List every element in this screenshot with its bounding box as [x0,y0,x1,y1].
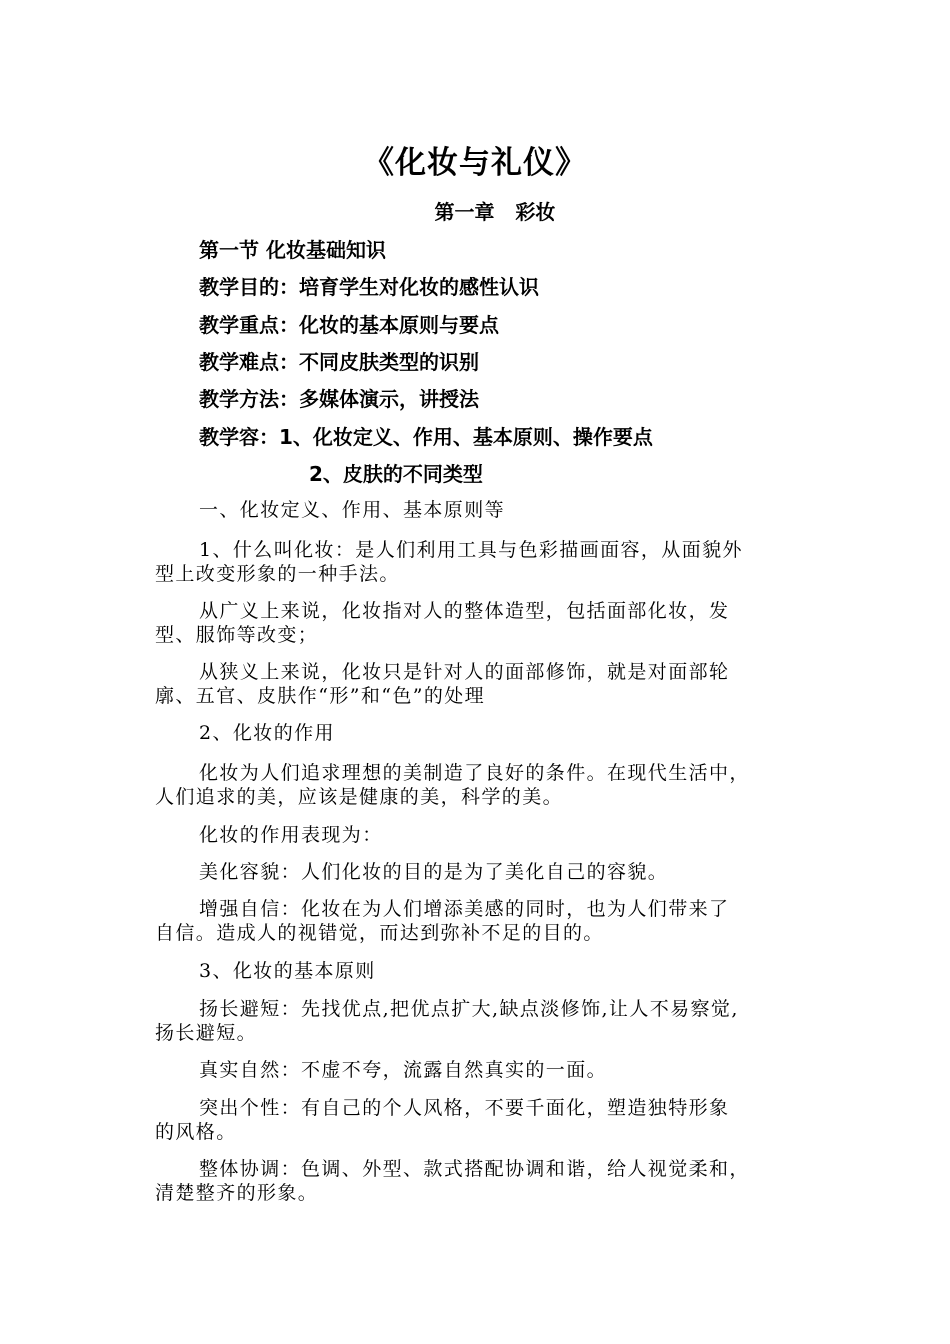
teaching-objective: 教学目的：培育学生对化妆的感性认识 [199,275,539,299]
paragraph-beautify: 美化容貌：人们化妆的目的是为了美化自己的容貌。 [199,861,669,883]
paragraph-what-is-makeup: 1、什么叫化妆：是人们利用工具与色彩描画面容，从面貌外 型上改变形象的一种手法。 [155,539,743,585]
teaching-content-2: 2、皮肤的不同类型 [309,462,483,486]
paragraph-strengths: 扬长避短：先找优点,把优点扩大,缺点淡修饰,让人不易察觉, 扬长避短。 [155,998,739,1044]
paragraph-natural: 真实自然：不虚不夸，流露自然真实的一面。 [199,1059,608,1081]
paragraph-individuality: 突出个性：有自己的个人风格，不要千面化，塑造独特形象 的风格。 [155,1097,730,1143]
chapter-heading: 第一章 彩妆 [434,200,556,224]
teaching-key-point: 教学重点：化妆的基本原则与要点 [199,313,499,337]
paragraph-broad-sense: 从广义上来说，化妆指对人的整体造型，包括面部化妆，发 型、服饰等改变； [155,600,730,646]
document-title: 《化妆与礼仪》 [363,145,587,181]
teaching-method: 教学方法：多媒体演示，讲授法 [199,387,479,411]
teaching-content-1: 教学容：1、化妆定义、作用、基本原则、操作要点 [199,425,653,449]
paragraph-definition-heading: 一、化妆定义、作用、基本原则等 [199,499,506,521]
teaching-difficulty: 教学难点：不同皮肤类型的识别 [199,350,479,374]
paragraph-narrow-sense: 从狭义上来说，化妆只是针对人的面部修饰，就是对面部轮 廓、五官、皮肤作“形”和“色”的处理 [155,661,730,707]
paragraph-confidence: 增强自信：化妆在为人们增添美感的同时，也为人们带来了 自信。造成人的视错觉，而达到弥补不足的目的。 [155,898,730,944]
paragraph-makeup-conditions: 化妆为人们追求理想的美制造了良好的条件。在现代生活中， 人们追求的美，应该是健康的美，科学的美。 [155,762,750,808]
section-heading: 第一节 化妆基础知识 [199,238,386,262]
paragraph-principles-heading: 3、化妆的基本原则 [199,960,376,982]
paragraph-harmony: 整体协调：色调、外型、款式搭配协调和谐，给人视觉柔和， 清楚整齐的形象。 [155,1158,750,1204]
paragraph-function-intro: 化妆的作用表现为： [199,824,383,846]
paragraph-function-heading: 2、化妆的作用 [199,722,335,744]
